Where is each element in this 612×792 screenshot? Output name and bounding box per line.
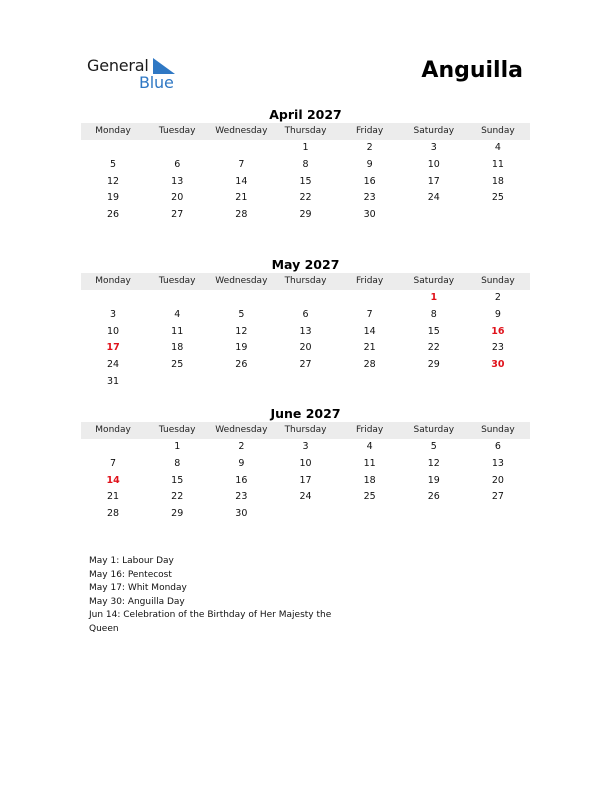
day-cell: 31 [107, 375, 120, 387]
holiday-note: May 16: Pentecost [89, 569, 172, 580]
day-cell: 2 [494, 292, 501, 303]
weekday-label: Sunday [481, 425, 515, 435]
day-cell: 16 [363, 175, 376, 187]
day-cell: 16 [235, 474, 248, 486]
day-cell: 18 [171, 342, 184, 354]
week-row [81, 207, 530, 224]
empty-day-cell [273, 290, 337, 307]
weekday-label: Friday [355, 276, 384, 286]
empty-day-cell [209, 140, 273, 157]
day-cell: 1 [302, 142, 309, 153]
day-cell: 25 [363, 491, 376, 503]
weekday-label: Tuesday [158, 276, 196, 286]
day-cell: 8 [174, 457, 181, 469]
generalblue-logo [87, 56, 187, 92]
day-cell: 20 [171, 192, 184, 204]
week-row [81, 140, 530, 157]
empty-day-cell [81, 290, 145, 307]
day-cell: 3 [110, 308, 117, 320]
day-cell: 28 [107, 508, 120, 520]
weekday-label: Wednesday [215, 126, 268, 136]
day-cell: 18 [491, 175, 504, 187]
day-cell: 21 [235, 192, 248, 204]
weekday-label: Thursday [284, 126, 327, 136]
week-row [81, 324, 530, 341]
week-row [81, 157, 530, 174]
day-cell: 17 [427, 175, 440, 187]
day-cell: 3 [430, 142, 437, 153]
day-cell: 10 [107, 325, 120, 337]
weekday-label: Sunday [481, 276, 515, 286]
day-cell: 12 [107, 175, 120, 187]
day-cell: 10 [299, 457, 312, 469]
weekday-label: Tuesday [158, 126, 196, 136]
day-cell: 5 [110, 158, 117, 170]
day-cell: 15 [427, 325, 440, 337]
day-cell: 5 [238, 308, 245, 320]
day-cell: 13 [491, 457, 504, 469]
day-cell: 27 [171, 209, 184, 221]
week-row [81, 456, 530, 473]
day-cell: 12 [235, 325, 248, 337]
holiday-day-cell: 30 [491, 359, 505, 371]
day-cell: 17 [299, 474, 312, 486]
day-cell: 27 [299, 359, 312, 371]
day-cell: 21 [107, 491, 120, 503]
weekday-header-row [81, 273, 530, 290]
holiday-note: May 17: Whit Monday [89, 583, 187, 593]
weekday-label: Wednesday [215, 276, 268, 286]
day-cell: 10 [427, 158, 440, 170]
day-cell: 11 [491, 158, 504, 170]
day-cell: 5 [430, 441, 437, 452]
weekday-label: Monday [95, 425, 131, 435]
week-row [81, 290, 530, 307]
day-cell: 22 [171, 491, 184, 503]
weekday-label: Friday [355, 126, 384, 136]
day-cell: 30 [235, 508, 248, 520]
empty-day-cell [466, 207, 530, 224]
month-calendar [81, 405, 530, 523]
holiday-notes [89, 555, 359, 636]
day-cell: 20 [491, 474, 504, 486]
day-cell: 9 [494, 308, 501, 320]
day-cell: 28 [235, 209, 248, 221]
week-row [81, 174, 530, 191]
holiday-day-cell: 1 [430, 292, 438, 303]
day-cell: 19 [107, 192, 120, 204]
day-cell: 29 [427, 359, 440, 371]
holiday-note: May 1: Labour Day [89, 556, 174, 566]
holiday-day-cell: 16 [491, 325, 505, 337]
holiday-note: May 30: Anguilla Day [89, 596, 185, 607]
day-cell: 22 [299, 192, 312, 204]
day-cell: 24 [107, 359, 120, 371]
day-cell: 26 [107, 209, 120, 221]
day-cell: 29 [171, 508, 184, 520]
day-cell: 1 [174, 441, 181, 452]
weekday-label: Saturday [413, 276, 455, 286]
day-cell: 24 [427, 192, 440, 204]
day-cell: 12 [427, 457, 440, 469]
day-cell: 13 [171, 175, 184, 187]
day-cell: 2 [238, 441, 245, 452]
empty-day-cell [209, 374, 273, 391]
weekday-label: Monday [95, 126, 131, 136]
empty-day-cell [81, 140, 145, 157]
empty-day-cell [145, 374, 209, 391]
empty-day-cell [338, 374, 402, 391]
month-calendar [81, 256, 530, 391]
week-row [81, 506, 530, 523]
empty-day-cell [273, 506, 337, 523]
week-row [81, 489, 530, 506]
day-cell: 26 [427, 491, 440, 503]
day-cell: 25 [491, 192, 504, 204]
day-cell: 6 [302, 308, 309, 320]
day-cell: 28 [363, 359, 376, 371]
country-title: Anguilla [421, 58, 523, 83]
day-cell: 8 [430, 308, 437, 320]
holiday-day-cell: 17 [106, 342, 120, 354]
empty-day-cell [209, 290, 273, 307]
day-cell: 7 [366, 308, 373, 320]
week-row [81, 374, 530, 391]
day-cell: 23 [491, 342, 504, 354]
weekday-label: Monday [95, 276, 131, 286]
logo-blue-text: Blue [139, 73, 174, 92]
empty-day-cell [338, 290, 402, 307]
month-calendar [81, 106, 530, 224]
day-cell: 6 [174, 158, 181, 170]
day-cell: 7 [110, 457, 117, 469]
day-cell: 14 [235, 175, 248, 187]
day-cell: 11 [363, 457, 376, 469]
day-cell: 21 [363, 342, 376, 354]
day-cell: 19 [235, 342, 248, 354]
day-cell: 25 [171, 359, 184, 371]
weekday-header-row [81, 123, 530, 140]
weekday-label: Saturday [413, 126, 455, 136]
day-cell: 3 [302, 441, 309, 452]
empty-day-cell [145, 290, 209, 307]
month-title: May 2027 [271, 257, 340, 272]
day-cell: 23 [235, 491, 248, 503]
day-cell: 7 [238, 158, 245, 170]
logo-triangle-icon [153, 58, 175, 74]
weekday-label: Friday [355, 425, 384, 435]
month-title: June 2027 [270, 406, 341, 421]
weekday-label: Wednesday [215, 425, 268, 435]
day-cell: 23 [363, 192, 376, 204]
empty-day-cell [273, 374, 337, 391]
day-cell: 26 [235, 359, 248, 371]
day-cell: 9 [366, 158, 373, 170]
holiday-day-cell: 14 [106, 474, 120, 486]
day-cell: 19 [427, 474, 440, 486]
week-row [81, 473, 530, 490]
day-cell: 6 [494, 441, 501, 452]
day-cell: 4 [174, 308, 181, 320]
empty-day-cell [81, 439, 145, 456]
day-cell: 4 [494, 142, 501, 153]
week-row [81, 357, 530, 374]
day-cell: 2 [366, 142, 373, 153]
day-cell: 29 [299, 209, 312, 221]
empty-day-cell [145, 140, 209, 157]
weekday-label: Sunday [481, 126, 515, 136]
week-row [81, 340, 530, 357]
day-cell: 4 [366, 441, 373, 452]
day-cell: 15 [299, 175, 312, 187]
weekday-header-row [81, 422, 530, 439]
day-cell: 24 [299, 491, 312, 503]
empty-day-cell [402, 207, 466, 224]
empty-day-cell [338, 506, 402, 523]
month-title: April 2027 [269, 107, 342, 122]
day-cell: 27 [491, 491, 504, 503]
empty-day-cell [402, 374, 466, 391]
empty-day-cell [402, 506, 466, 523]
week-row [81, 307, 530, 324]
weekday-label: Tuesday [158, 425, 196, 435]
weekday-label: Thursday [284, 425, 327, 435]
day-cell: 8 [302, 158, 309, 170]
weekday-label: Saturday [413, 425, 455, 435]
day-cell: 9 [238, 457, 245, 469]
day-cell: 20 [299, 342, 312, 354]
day-cell: 13 [299, 325, 312, 337]
day-cell: 22 [427, 342, 440, 354]
week-row [81, 439, 530, 456]
day-cell: 18 [363, 474, 376, 486]
day-cell: 15 [171, 474, 184, 486]
holiday-note: Jun 14: Celebration of the Birthday of Her Majesty the Queen [89, 610, 332, 634]
empty-day-cell [466, 374, 530, 391]
logo-general-text: General [87, 56, 149, 75]
empty-day-cell [466, 506, 530, 523]
weekday-label: Thursday [284, 276, 327, 286]
day-cell: 11 [171, 325, 184, 337]
day-cell: 30 [363, 209, 376, 221]
week-row [81, 190, 530, 207]
day-cell: 14 [363, 325, 376, 337]
